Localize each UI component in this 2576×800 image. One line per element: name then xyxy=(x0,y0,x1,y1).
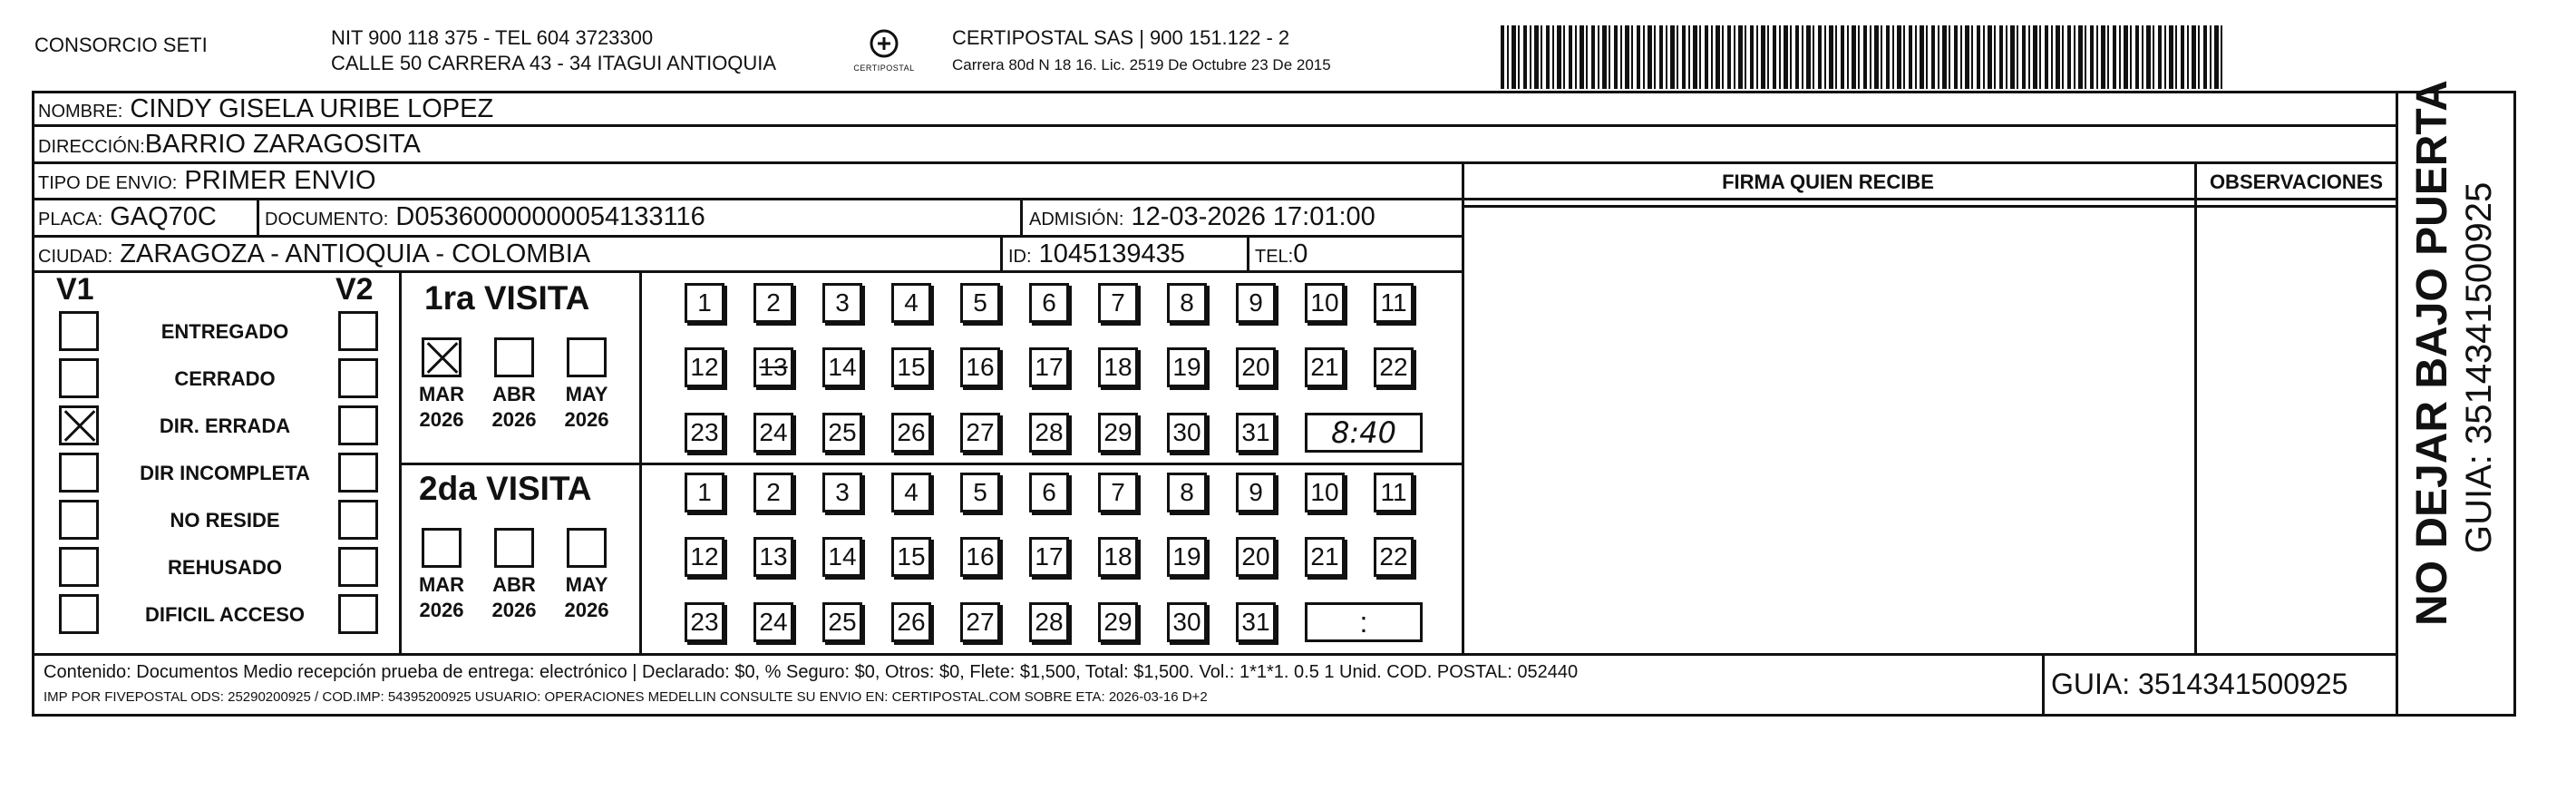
firma-label: FIRMA QUIEN RECIBE xyxy=(1722,171,1934,193)
day-box[interactable]: 15 xyxy=(891,347,931,387)
day-box[interactable]: 27 xyxy=(960,602,1000,642)
month-checkbox[interactable] xyxy=(567,528,607,568)
v1-header: V1 xyxy=(56,272,94,307)
footer-guia: GUIA: 3514341500925 xyxy=(2051,668,2348,700)
v2-checkbox[interactable] xyxy=(338,547,378,587)
first-visit-time[interactable]: 8:40 xyxy=(1305,413,1423,453)
day-box[interactable]: 15 xyxy=(891,537,931,577)
day-box[interactable]: 24 xyxy=(753,413,793,453)
day-box[interactable]: 14 xyxy=(822,347,862,387)
address-line: CALLE 50 CARRERA 43 - 34 ITAGUI ANTIOQUIA xyxy=(331,52,777,74)
day-box[interactable]: 5 xyxy=(960,473,1000,512)
day-box[interactable]: 8 xyxy=(1167,283,1207,323)
status-label: DIR INCOMPLETA xyxy=(140,462,310,484)
second-visit-title: 2da VISITA xyxy=(419,470,592,507)
id-field: ID: 1045139435 xyxy=(1008,239,1185,268)
month-checkbox[interactable] xyxy=(422,337,462,377)
day-box[interactable]: 2 xyxy=(753,283,793,323)
day-box[interactable]: 20 xyxy=(1236,347,1276,387)
day-box[interactable]: 7 xyxy=(1098,473,1138,512)
day-box[interactable]: 23 xyxy=(685,602,724,642)
day-box[interactable]: 28 xyxy=(1029,602,1069,642)
day-box[interactable]: 26 xyxy=(891,413,931,453)
month-label: MAR xyxy=(418,573,465,596)
company-name: CONSORCIO SETI xyxy=(34,34,208,56)
day-box[interactable]: 21 xyxy=(1305,347,1345,387)
day-box[interactable]: 19 xyxy=(1167,537,1207,577)
day-box[interactable]: 22 xyxy=(1374,347,1414,387)
year-label: 2026 xyxy=(564,408,609,431)
ciudad-value: ZARAGOZA - ANTIOQUIA - COLOMBIA xyxy=(120,239,591,268)
day-box[interactable]: 6 xyxy=(1029,473,1069,512)
month-label: MAR xyxy=(418,383,465,405)
placa-field: PLACA: GAQ70C xyxy=(38,202,217,231)
direccion-value: BARRIO ZARAGOSITA xyxy=(144,130,421,159)
day-box[interactable]: 5 xyxy=(960,283,1000,323)
placa-value: GAQ70C xyxy=(110,202,217,231)
v2-checkbox[interactable] xyxy=(338,453,378,493)
status-label: DIFICIL ACCESO xyxy=(144,603,305,626)
day-box[interactable]: 1 xyxy=(685,473,724,512)
month-label: ABR xyxy=(492,383,536,405)
v1-checkbox[interactable] xyxy=(59,453,99,493)
day-box[interactable]: 12 xyxy=(685,347,724,387)
day-box[interactable]: 18 xyxy=(1098,347,1138,387)
day-box[interactable]: 4 xyxy=(891,473,931,512)
year-label: 2026 xyxy=(419,599,464,621)
documento-field: DOCUMENTO: D05360000000054133116 xyxy=(265,202,705,231)
day-box[interactable]: 14 xyxy=(822,537,862,577)
ciudad-field: CIUDAD: ZARAGOZA - ANTIOQUIA - COLOMBIA xyxy=(38,239,591,268)
day-box[interactable]: 3 xyxy=(822,283,862,323)
admision-value: 12-03-2026 17:01:00 xyxy=(1131,202,1375,231)
month-checkbox[interactable] xyxy=(494,337,534,377)
day-box[interactable]: 3 xyxy=(822,473,862,512)
status-label: CERRADO xyxy=(174,367,276,390)
v1-checkbox[interactable] xyxy=(59,405,99,445)
day-box[interactable]: 12 xyxy=(685,537,724,577)
tipo-field: TIPO DE ENVIO: PRIMER ENVIO xyxy=(38,166,376,195)
day-box[interactable]: 9 xyxy=(1236,283,1276,323)
day-box[interactable]: 24 xyxy=(753,602,793,642)
nombre-value: CINDY GISELA URIBE LOPEZ xyxy=(130,94,494,123)
v1-checkbox[interactable] xyxy=(59,311,99,351)
v1-checkbox[interactable] xyxy=(59,594,99,634)
month-checkbox[interactable] xyxy=(494,528,534,568)
day-box[interactable]: 25 xyxy=(822,413,862,453)
status-label: REHUSADO xyxy=(168,556,282,579)
tel-value: 0 xyxy=(1293,239,1308,268)
v1-checkbox[interactable] xyxy=(59,547,99,587)
day-box[interactable]: 30 xyxy=(1167,413,1207,453)
v2-checkbox[interactable] xyxy=(338,594,378,634)
v2-checkbox[interactable] xyxy=(338,405,378,445)
day-box[interactable]: 1 xyxy=(685,283,724,323)
day-box[interactable]: 7 xyxy=(1098,283,1138,323)
license-line: Carrera 80d N 18 16. Lic. 2519 De Octubre 23 De 2015 xyxy=(952,56,1331,73)
day-box[interactable]: 10 xyxy=(1305,283,1345,323)
direccion-field: DIRECCIÓN:BARRIO ZARAGOSITA xyxy=(38,130,421,159)
observaciones-label: OBSERVACIONES xyxy=(2209,171,2384,193)
day-box[interactable]: 23 xyxy=(685,413,724,453)
year-label: 2026 xyxy=(491,599,537,621)
day-box[interactable]: 28 xyxy=(1029,413,1069,453)
logo-text: CERTIPOSTAL xyxy=(853,63,915,73)
second-visit-time[interactable]: : xyxy=(1305,602,1423,642)
day-box[interactable]: 29 xyxy=(1098,602,1138,642)
certipostal-line: CERTIPOSTAL SAS | 900 151.122 - 2 xyxy=(952,26,1290,49)
status-label: NO RESIDE xyxy=(170,509,280,532)
day-box[interactable]: 31 xyxy=(1236,602,1276,642)
day-box[interactable]: 11 xyxy=(1374,473,1414,512)
day-box[interactable]: 2 xyxy=(753,473,793,512)
status-label: ENTREGADO xyxy=(160,320,289,343)
day-box[interactable]: 29 xyxy=(1098,413,1138,453)
side-guia: GUIA: 3514341500925 xyxy=(2459,181,2499,553)
year-label: 2026 xyxy=(564,599,609,621)
v2-checkbox[interactable] xyxy=(338,500,378,540)
tel-field: TEL:0 xyxy=(1255,239,1308,268)
contenido-line: Contenido: Documentos Medio recepción prueba de entrega: electrónico | Declarado: $0, % Seguro: $0, Otros: $0, Flete: $1,500, Total: $1,500. Vol.: 1*1*1. 0.5 1 Unid. COD. POSTAL: 052440 xyxy=(44,662,1579,682)
day-box[interactable]: 26 xyxy=(891,602,931,642)
day-box[interactable]: 30 xyxy=(1167,602,1207,642)
day-box[interactable]: 13 xyxy=(753,537,793,577)
day-box[interactable]: 19 xyxy=(1167,347,1207,387)
day-box[interactable]: 17 xyxy=(1029,537,1069,577)
barcode xyxy=(1501,25,2226,89)
day-box[interactable]: 16 xyxy=(960,347,1000,387)
day-box[interactable]: 18 xyxy=(1098,537,1138,577)
nit-line: NIT 900 118 375 - TEL 604 3723300 xyxy=(331,26,654,49)
day-box[interactable]: 20 xyxy=(1236,537,1276,577)
day-box[interactable]: 25 xyxy=(822,602,862,642)
month-label: MAY xyxy=(565,573,608,596)
admision-field: ADMISIÓN: 12-03-2026 17:01:00 xyxy=(1029,202,1375,231)
tipo-value: PRIMER ENVIO xyxy=(184,166,376,195)
id-value: 1045139435 xyxy=(1038,239,1185,268)
first-visit-title: 1ra VISITA xyxy=(424,279,590,317)
day-box[interactable]: 17 xyxy=(1029,347,1069,387)
v2-checkbox[interactable] xyxy=(338,311,378,351)
v1-checkbox[interactable] xyxy=(59,358,99,398)
month-label: MAY xyxy=(565,383,608,405)
day-box[interactable]: 13 xyxy=(753,347,793,387)
no-dejar-bajo-puerta: NO DEJAR BAJO PUERTA xyxy=(2408,80,2456,626)
certipostal-logo xyxy=(843,25,925,80)
status-label: DIR. ERRADA xyxy=(159,415,291,437)
documento-value: D05360000000054133116 xyxy=(395,202,705,231)
year-label: 2026 xyxy=(419,408,464,431)
day-box[interactable]: 6 xyxy=(1029,283,1069,323)
v2-checkbox[interactable] xyxy=(338,358,378,398)
day-box[interactable]: 8 xyxy=(1167,473,1207,512)
month-checkbox[interactable] xyxy=(422,528,462,568)
day-box[interactable]: 16 xyxy=(960,537,1000,577)
v1-checkbox[interactable] xyxy=(59,500,99,540)
day-box[interactable]: 4 xyxy=(891,283,931,323)
day-box[interactable]: 27 xyxy=(960,413,1000,453)
day-box[interactable]: 22 xyxy=(1374,537,1414,577)
month-label: ABR xyxy=(492,573,536,596)
day-box[interactable]: 21 xyxy=(1305,537,1345,577)
imp-line: IMP POR FIVEPOSTAL ODS: 25290200925 / COD.IMP: 54395200925 USUARIO: OPERACIONES MEDELLIN CONSULTE SU ENVIO EN: CERTIPOSTAL.COM SOBRE ETA: 2026-03-16 D+2 xyxy=(44,689,1208,705)
month-checkbox[interactable] xyxy=(567,337,607,377)
day-box[interactable]: 31 xyxy=(1236,413,1276,453)
v2-header: V2 xyxy=(335,272,374,307)
day-box[interactable]: 10 xyxy=(1305,473,1345,512)
day-box[interactable]: 11 xyxy=(1374,283,1414,323)
day-box[interactable]: 9 xyxy=(1236,473,1276,512)
nombre-field: NOMBRE: CINDY GISELA URIBE LOPEZ xyxy=(38,94,494,123)
year-label: 2026 xyxy=(491,408,537,431)
